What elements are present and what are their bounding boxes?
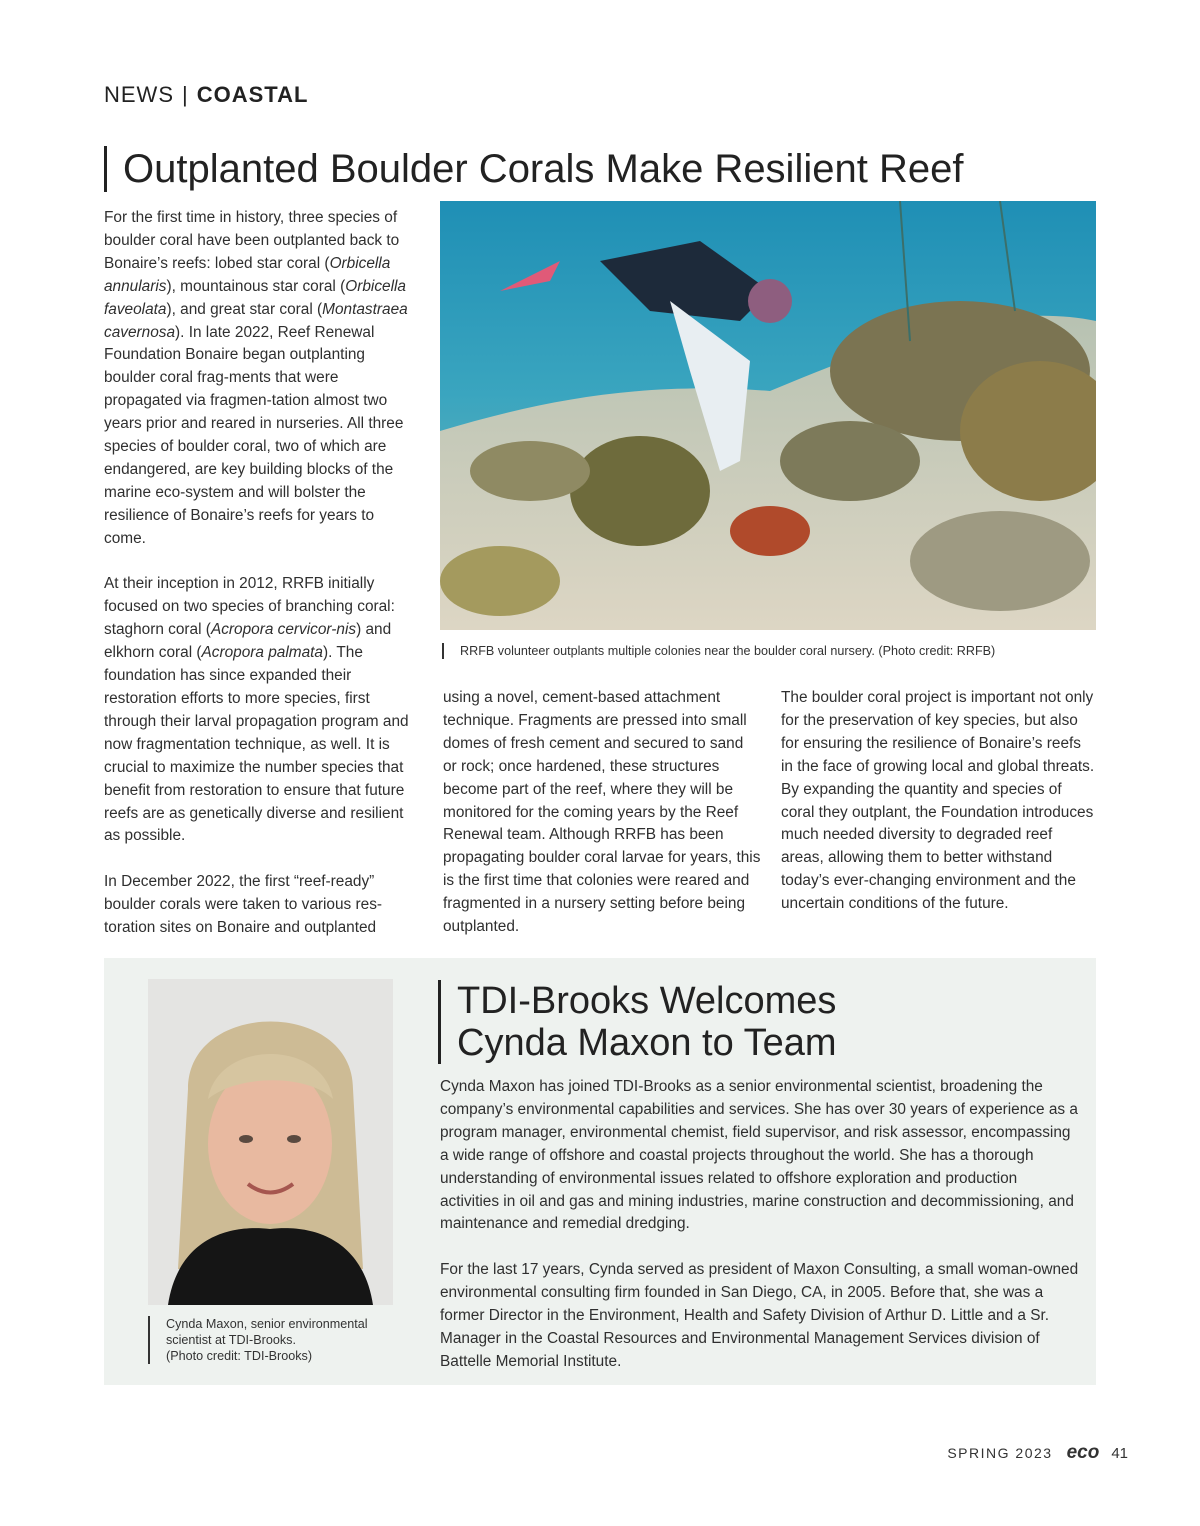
article-paragraph: For the first time in history, three species of boulder coral have been outplanted back to Bonaire’s reefs: lobed star coral (Orbicella annularis), mountainous star coral (Orbicella faveolata), and great star coral (Montastraea cavernosa). In late 2022, Reef Renewal Foundation Bonaire began outplanting boulder coral frag-ments that were propagated via fragmen-tation almost two years prior and reared in nurseries. All three species of boulder coral, two of which are endangered, are key building blocks of the marine eco-system and will bolster the resilience of Bonaire’s reefs for years to come. bbox=[104, 209, 408, 547]
reef-diver-photo bbox=[440, 201, 1096, 630]
reef-photo-caption: RRFB volunteer outplants multiple colonies near the boulder coral nursery. (Photo credit: RRFB) bbox=[442, 643, 995, 659]
article-column-1 bbox=[104, 207, 416, 940]
article-paragraph: At their inception in 2012, RRFB initially focused on two species of branching coral: staghorn coral (Acropora cervicor-nis) and elkhorn coral (Acropora palmata). The foundation has since expanded their restoration efforts to more species, first through their larval propagation program and now fragmentation technique, as well. It is crucial to maximize the number species that benefit from restoration to ensure that future reefs are as genetically diverse and resilient as possible. bbox=[104, 575, 409, 845]
portrait-caption: Cynda Maxon, senior environmental scientist at TDI-Brooks. (Photo credit: TDI-Brooks) bbox=[148, 1316, 391, 1364]
section-separator: | bbox=[182, 82, 189, 107]
page-footer bbox=[947, 1442, 1128, 1464]
section-label bbox=[104, 82, 308, 108]
issue-label: SPRING 2023 bbox=[947, 1445, 1053, 1461]
article-paragraph: In December 2022, the first “reef-ready” boulder corals were taken to various res-toration sites on Bonaire and outplanted bbox=[104, 873, 383, 937]
page-number: 41 bbox=[1111, 1445, 1128, 1462]
sidebar-paragraph: Cynda Maxon has joined TDI-Brooks as a senior environmental scientist, broadening the company’s environmental capabilities and services. She has over 30 years of experience as a program manager, environmental chemist, field supervisor, and risk assessor, encompassing a wide range of offshore and coastal projects throughout the world. She has a thorough understanding of environmental issues related to offshore exploration and production activities in oil and gas and mining industries, marine construction and decommissioning, and maintenance and remedial dredging. bbox=[440, 1078, 1078, 1233]
article-column-2: using a novel, cement-based attachment technique. Fragments are pressed into small domes of fresh cement and secured to sand or rock; once hardened, these structures become part of the reef, where they will be monitored for the coming years by the Reef Renewal team. Although RRFB has been propagating boulder coral larvae for years, this is the first time that colonies were reared and fragmented in a nursery setting before being outplanted. bbox=[443, 689, 761, 936]
article-title: Outplanted Boulder Corals Make Resilient Reef bbox=[104, 146, 963, 192]
portrait-photo bbox=[148, 979, 393, 1305]
sidebar-paragraph: For the last 17 years, Cynda served as president of Maxon Consulting, a small woman-owned environmental consulting firm founded in San Diego, CA, in 2005. Before that, she was a former Director in the Environment, Health and Safety Division of Arthur D. Little and a Sr. Manager in the Coastal Resources and Environmental Management Services division of Battelle Memorial Institute. bbox=[440, 1261, 1079, 1370]
section-category: COASTAL bbox=[196, 82, 309, 107]
article-column-3: The boulder coral project is important not only for the preservation of key species, but also for ensuring the resilience of Bonaire’s reefs in the face of growing local and global threats. By expanding the quantity and species of coral they outplant, the Foundation introduces much needed diversity to degraded reef areas, allowing them to better withstand today’s ever-changing environment and the uncertain conditions of the future. bbox=[781, 689, 1095, 913]
section-name: NEWS bbox=[104, 82, 174, 107]
sidebar-body bbox=[440, 1076, 1080, 1397]
sidebar-title: TDI-Brooks Welcomes Cynda Maxon to Team bbox=[438, 980, 1057, 1064]
brand-logo: eco bbox=[1066, 1442, 1100, 1463]
